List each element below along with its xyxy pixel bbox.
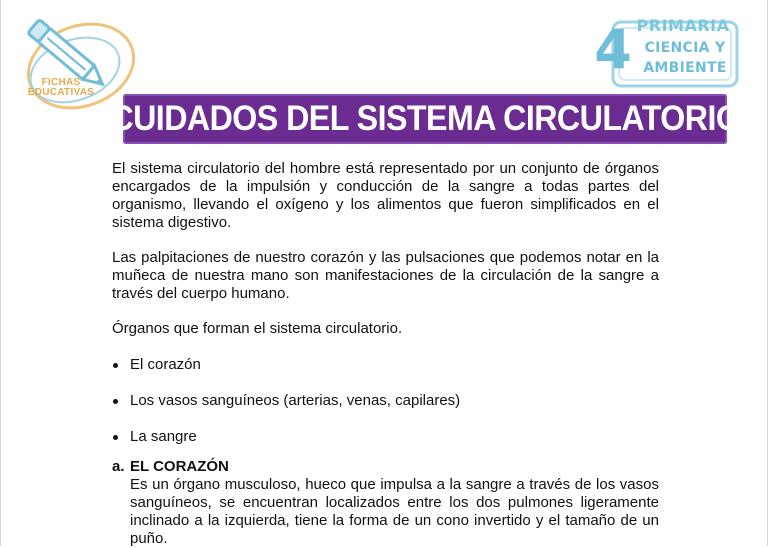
section-corazon (112, 458, 659, 548)
page-title: CUIDADOS DEL SISTEMA CIRCULATORIO (110, 99, 740, 138)
worksheet-content (112, 160, 659, 548)
badge-subject-line-2: AMBIENTE (643, 60, 727, 76)
logo-line-1: FICHAS (41, 77, 81, 88)
title-banner (110, 94, 740, 144)
section-text: Es un órgano musculoso, hueco que impulsa a la sangre a través de los vasos sanguíneos, se encuentran localizados entre los dos pulmones ligeramente inclinado a la izquierda, tiene la forma de un cono invertido y el tamaño de un puño. (130, 476, 659, 547)
organs-intro: Órganos que forman el sistema circulatorio. (112, 320, 403, 337)
grade-number: 4 (594, 18, 632, 81)
paragraph-pulse: Las palpitaciones de nuestro corazón y las pulsaciones que podemos notar en la muñeca de nuestra mano son manifestaciones de la circulación de la sangre a través del cuerpo humano. (112, 249, 659, 302)
section-letter: a. (112, 458, 125, 475)
bullet-icon (113, 363, 118, 368)
list-item: La sangre (112, 428, 659, 446)
organs-list (112, 356, 659, 446)
badge-level: PRIMARIA (636, 16, 730, 35)
paragraph-intro: El sistema circulatorio del hombre está representado por un conjunto de órganos encargados de la impulsión y conducción de la sangre a todas partes del organismo, llevando el oxígeno y los alimentos que fueron simplificados en el sistema digestivo. (112, 160, 659, 231)
badge-subject-line-1: CIENCIA Y (644, 40, 726, 56)
bullet-icon (113, 435, 118, 440)
bullet-icon (113, 399, 118, 404)
logo-line-2: EDUCATIVAS (27, 87, 95, 98)
section-heading (112, 458, 659, 476)
list-item: El corazón (112, 356, 659, 374)
list-item: Los vasos sanguíneos (arterias, venas, capilares) (112, 392, 659, 410)
section-title: EL CORAZÓN (130, 458, 229, 475)
